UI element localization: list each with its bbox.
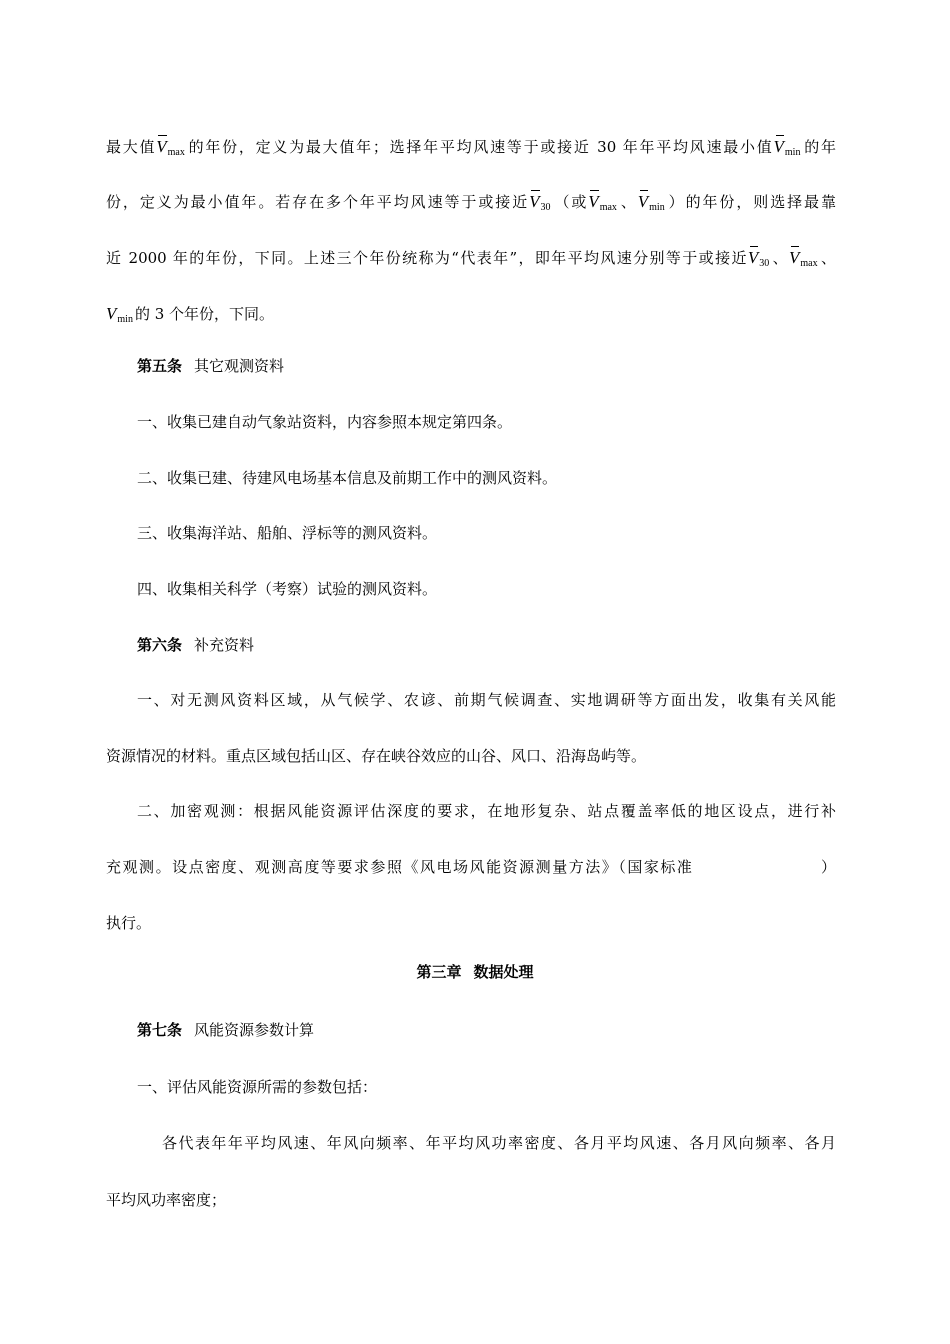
text-fragment: 、 <box>771 249 789 267</box>
text-fragment: 、 <box>618 193 638 211</box>
chapter-heading <box>0 962 950 982</box>
subscript: 30 <box>540 202 551 213</box>
list-item: 二、收集已建、待建风电场基本信息及前期工作中的测风资料。 <box>137 469 558 487</box>
text-line <box>106 857 836 877</box>
v-bar-symbol: V <box>788 248 800 267</box>
text-fragment: 最大值 <box>106 138 157 156</box>
text-line <box>106 246 836 274</box>
subscript: min <box>117 314 133 325</box>
text-line <box>106 190 836 218</box>
list-item: 三、收集海洋站、船舶、浮标等的测风资料。 <box>137 524 438 542</box>
text-line <box>106 302 836 330</box>
v-bar-symbol: V <box>637 192 649 211</box>
subscript: 30 <box>759 258 770 269</box>
text-line <box>106 135 836 163</box>
text-fragment: 的年 <box>802 138 836 156</box>
chapter-title: 数据处理 <box>473 963 534 981</box>
v-bar-symbol: V <box>529 192 540 211</box>
text-line: 资源情况的材料。重点区域包括山区、存在峡谷效应的山谷、风口、沿海岛屿等。 <box>106 747 647 765</box>
v-bar-symbol: V <box>747 248 759 267</box>
text-fragment: 、 <box>819 249 836 267</box>
article-number: 第六条 <box>137 636 183 654</box>
article-title: 风能资源参数计算 <box>194 1021 315 1039</box>
chapter-number: 第三章 <box>416 963 462 981</box>
text-line: 平均风功率密度； <box>106 1191 227 1209</box>
subscript: min <box>784 147 801 158</box>
article-title: 补充资料 <box>194 636 255 654</box>
text-line: 执行。 <box>106 914 152 932</box>
subscript: max <box>599 202 617 213</box>
text-fragment: 份，定义为最小值年。若存在多个年平均风速等于或接近 <box>106 193 530 211</box>
v-bar-symbol: V <box>588 192 599 211</box>
article-title: 其它观测资料 <box>194 357 285 375</box>
article-number: 第七条 <box>137 1021 183 1039</box>
subscript: max <box>167 147 185 158</box>
text-fragment: 的 3 个年份，下同。 <box>134 305 275 323</box>
v-bar-symbol: V <box>156 137 167 156</box>
text-fragment: 充观测。设点密度、观测高度等要求参照《风电场风能资源测量方法》（国家标准 <box>106 858 694 876</box>
subscript: min <box>649 202 665 213</box>
list-item: 一、评估风能资源所需的参数包括： <box>137 1078 378 1096</box>
v-bar-symbol: V <box>773 137 784 156</box>
text-line: 一、对无测风资料区域，从气候学、农谚、前期气候调查、实地调研等方面出发，收集有关风能 <box>137 691 836 709</box>
article-number: 第五条 <box>137 357 183 375</box>
text-line: 各代表年年平均风速、年风向频率、年平均风功率密度、各月平均风速、各月风向频率、各月 <box>162 1134 836 1152</box>
text-fragment: 的年份，定义为最大值年；选择年平均风速等于或接近 30 年年平均风速最小值 <box>186 138 774 156</box>
text-fragment: 近 2000 年的年份，下同。上述三个年份统称为“代表年”，即年平均风速分别等于或接近 <box>106 249 748 267</box>
article-heading <box>137 1020 836 1040</box>
text-fragment: ） <box>819 858 836 876</box>
text-line: 二、加密观测：根据风能资源评估深度的要求，在地形复杂、站点覆盖率低的地区设点，进行补 <box>137 802 836 820</box>
list-item: 四、收集相关科学（考察）试验的测风资料。 <box>137 580 438 598</box>
list-item: 一、收集已建自动气象站资料，内容参照本规定第四条。 <box>137 413 513 431</box>
v-symbol: V <box>106 304 117 323</box>
text-fragment: （或 <box>552 193 589 211</box>
text-fragment: ）的年份，则选择最靠 <box>666 193 836 211</box>
article-heading <box>137 356 836 376</box>
article-heading <box>137 635 836 655</box>
subscript: max <box>800 258 818 269</box>
